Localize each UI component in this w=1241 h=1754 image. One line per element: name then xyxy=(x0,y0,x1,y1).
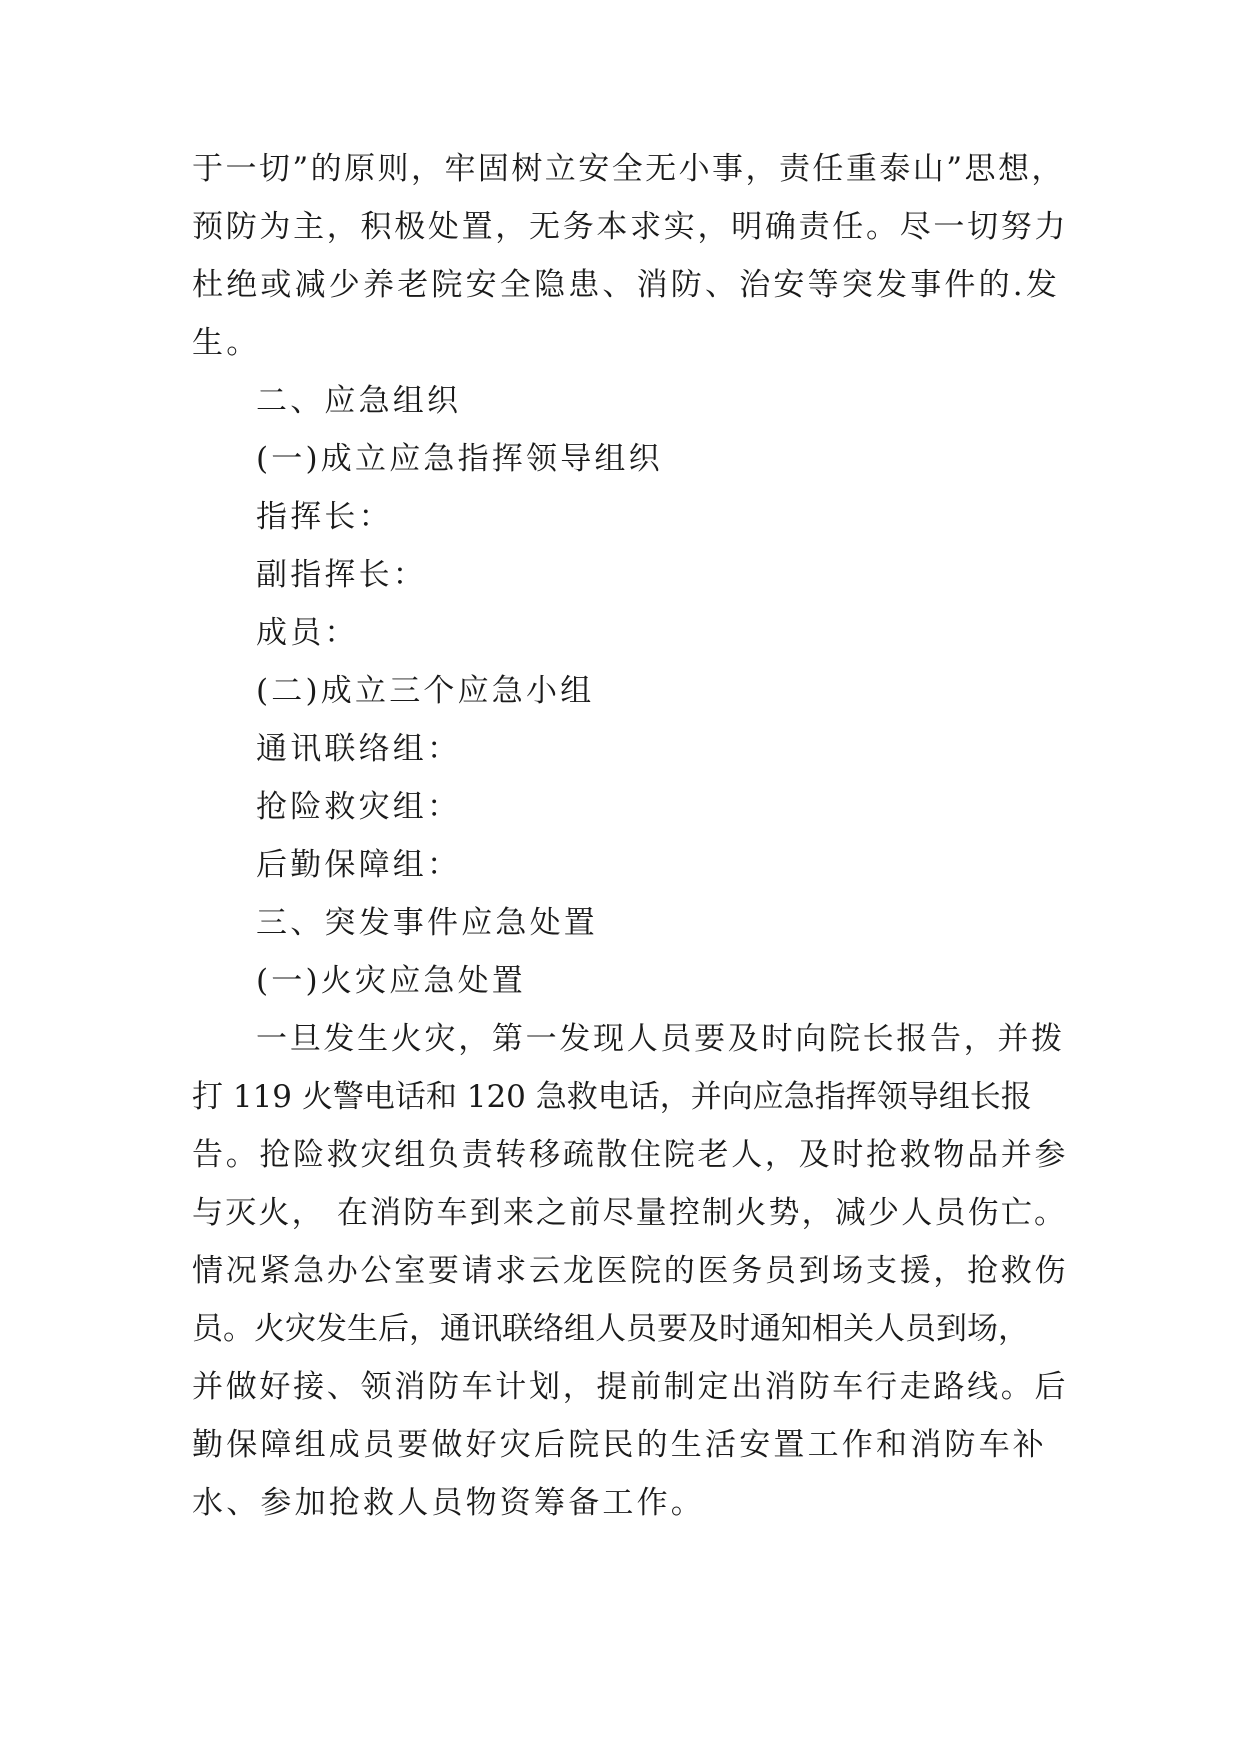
field-label-members: 成员： xyxy=(256,615,359,651)
paragraph-line: 员。火灾发生后，通讯联络组人员要及时通知相关人员到场， xyxy=(192,1311,1029,1347)
paragraph-line: 与灭火， 在消防车到来之前尽量控制火势，减少人员伤亡。 xyxy=(192,1195,1068,1231)
field-label-communication-group: 通讯联络组： xyxy=(256,731,462,767)
field-label-rescue-group: 抢险救灾组： xyxy=(256,789,462,825)
paragraph-line: 生。 xyxy=(192,325,261,361)
paragraph-line: 情况紧急办公室要请求云龙医院的医务员到场支援，抢救伤 xyxy=(192,1253,1069,1289)
field-label-deputy-commander: 副指挥长： xyxy=(256,557,427,593)
paragraph-line: 并做好接、领消防车计划，提前制定出消防车行走路线。后 xyxy=(192,1369,1069,1405)
paragraph-line: 水、参加抢救人员物资筹备工作。 xyxy=(192,1485,705,1521)
paragraph-line: 告。抢险救灾组负责转移疏散住院老人，及时抢救物品并参 xyxy=(192,1137,1069,1173)
paragraph-line: 勤保障组成员要做好灾后院民的生活安置工作和消防车补 xyxy=(192,1427,1047,1463)
paragraph-line: 于一切”的原则，牢固树立安全无小事，责任重泰山”思想， xyxy=(192,151,1065,187)
subsection-heading: (一)火灾应急处置 xyxy=(256,963,526,999)
section-heading: 二、应急组织 xyxy=(256,383,462,419)
field-label-logistics-group: 后勤保障组： xyxy=(256,847,462,883)
subsection-heading: (一)成立应急指挥领导组织 xyxy=(256,441,663,477)
paragraph-line: 预防为主，积极处置，无务本求实，明确责任。尽一切努力 xyxy=(192,209,1069,245)
paragraph-line: 一旦发生火灾，第一发现人员要及时向院长报告，并拨 xyxy=(256,1021,1065,1057)
paragraph-line: 杜绝或减少养老院安全隐患、消防、治安等突发事件的.发 xyxy=(192,267,1061,303)
section-heading: 三、突发事件应急处置 xyxy=(256,905,598,941)
subsection-heading: (二)成立三个应急小组 xyxy=(256,673,595,709)
field-label-commander: 指挥长： xyxy=(256,499,393,535)
paragraph-line: 打 119 火警电话和 120 急救电话，并向应急指挥领导组长报 xyxy=(192,1079,1032,1115)
